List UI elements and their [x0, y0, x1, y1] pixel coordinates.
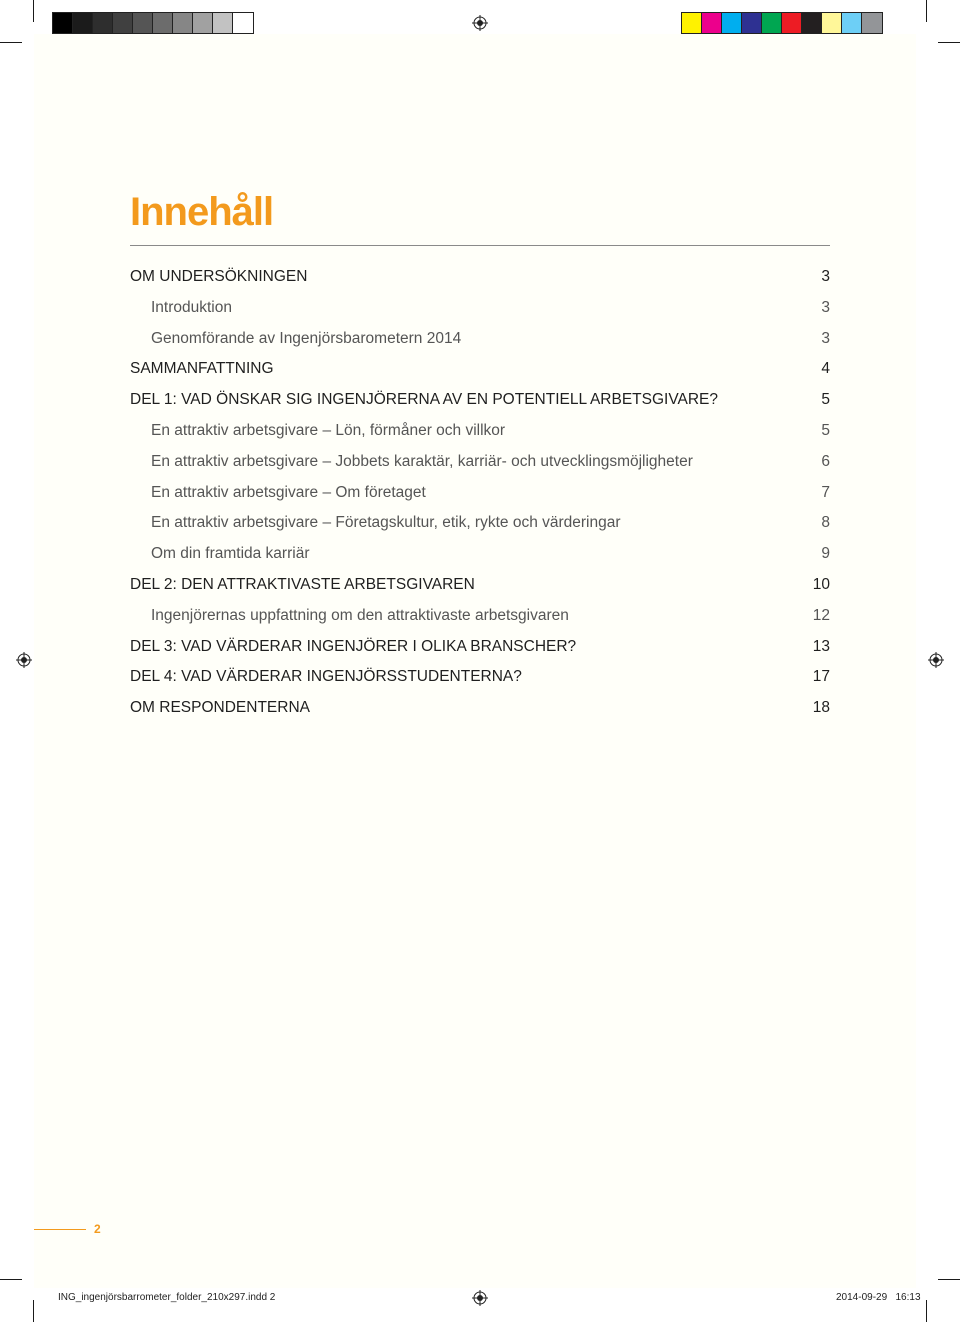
title-divider — [130, 245, 830, 246]
toc-entry-label: DEL 2: DEN ATTRAKTIVASTE ARBETSGIVAREN — [130, 575, 475, 593]
page-number: 2 — [94, 1222, 101, 1236]
color-swatch — [782, 13, 802, 33]
registration-mark-icon — [928, 652, 944, 668]
toc-entry[interactable] — [130, 662, 830, 693]
color-swatch — [742, 13, 762, 33]
toc-entry[interactable] — [130, 262, 830, 293]
crop-mark — [33, 0, 34, 22]
slug-date: 2014-09-29 16:13 — [836, 1292, 921, 1303]
toc-entry-label: En attraktiv arbetsgivare – Jobbets karaktär, karriär- och utvecklingsmöjligheter — [151, 452, 693, 470]
gray-swatch — [173, 13, 193, 33]
toc-entry-page: 12 — [812, 606, 830, 624]
gray-swatch — [233, 13, 253, 33]
toc-entry[interactable] — [130, 324, 830, 355]
table-of-contents — [130, 262, 830, 724]
toc-entry-page: 3 — [821, 329, 830, 347]
crop-mark — [33, 1300, 34, 1322]
toc-entry-page: 7 — [821, 483, 830, 501]
gray-color-bar — [52, 12, 254, 34]
color-swatch — [802, 13, 822, 33]
toc-entry-label: Genomförande av Ingenjörsbarometern 2014 — [151, 329, 462, 347]
color-swatch — [822, 13, 842, 33]
toc-entry[interactable] — [130, 632, 830, 663]
color-swatch — [702, 13, 722, 33]
registration-mark-icon — [472, 1290, 488, 1306]
toc-entry[interactable] — [130, 354, 830, 385]
toc-entry-page: 9 — [821, 545, 830, 563]
page-title: Innehåll — [130, 190, 274, 234]
toc-entry[interactable] — [130, 478, 830, 509]
toc-entry[interactable] — [130, 416, 830, 447]
process-color-bar — [681, 12, 883, 34]
crop-mark — [938, 42, 960, 43]
toc-entry-page: 8 — [821, 514, 830, 532]
toc-entry-label: DEL 1: VAD ÖNSKAR SIG INGENJÖRERNA AV EN POTENTIELL ARBETSGIVARE? — [130, 391, 719, 409]
toc-entry[interactable] — [130, 293, 830, 324]
crop-mark — [926, 0, 927, 22]
toc-entry-page: 4 — [821, 360, 830, 378]
gray-swatch — [133, 13, 153, 33]
toc-entry[interactable] — [130, 693, 830, 724]
toc-entry[interactable] — [130, 385, 830, 416]
toc-entry[interactable] — [130, 508, 830, 539]
toc-entry-page: 6 — [821, 452, 830, 470]
color-swatch — [682, 13, 702, 33]
toc-entry-page: 18 — [812, 699, 830, 717]
gray-swatch — [73, 13, 93, 33]
footer-rule — [34, 1229, 86, 1230]
crop-mark — [926, 1300, 927, 1322]
toc-entry-page: 5 — [821, 421, 830, 439]
registration-mark-icon — [16, 652, 32, 668]
toc-entry-label: DEL 4: VAD VÄRDERAR INGENJÖRSSTUDENTERNA? — [130, 668, 522, 686]
slug-filename: ING_ingenjörsbarrometer_folder_210x297.indd 2 — [58, 1292, 276, 1303]
color-swatch — [842, 13, 862, 33]
crop-mark — [938, 1279, 960, 1280]
gray-swatch — [113, 13, 133, 33]
toc-entry-page: 3 — [821, 268, 830, 285]
toc-entry[interactable] — [130, 570, 830, 601]
toc-entry[interactable] — [130, 539, 830, 570]
toc-entry-label: En attraktiv arbetsgivare – Företagskultur, etik, rykte och värderingar — [151, 514, 621, 532]
crop-mark — [0, 1279, 22, 1280]
toc-entry-label: OM RESPONDENTERNA — [130, 699, 310, 717]
toc-entry[interactable] — [130, 447, 830, 478]
toc-entry-label: Introduktion — [151, 298, 232, 316]
gray-swatch — [153, 13, 173, 33]
toc-entry[interactable] — [130, 601, 830, 632]
gray-swatch — [213, 13, 233, 33]
toc-entry-label: Om din framtida karriär — [151, 545, 310, 563]
toc-entry-label: SAMMANFATTNING — [130, 360, 274, 378]
toc-entry-label: En attraktiv arbetsgivare – Lön, förmåner och villkor — [151, 421, 506, 439]
toc-entry-label: OM UNDERSÖKNINGEN — [130, 268, 308, 285]
registration-mark-icon — [472, 15, 488, 31]
toc-entry-page: 13 — [812, 637, 830, 655]
toc-entry-page: 17 — [812, 668, 830, 686]
toc-entry-label: DEL 3: VAD VÄRDERAR INGENJÖRER I OLIKA BRANSCHER? — [130, 637, 577, 655]
toc-entry-page: 10 — [812, 575, 830, 593]
color-swatch — [722, 13, 742, 33]
color-swatch — [862, 13, 882, 33]
toc-entry-page: 5 — [821, 391, 830, 409]
crop-mark — [0, 42, 22, 43]
gray-swatch — [193, 13, 213, 33]
gray-swatch — [53, 13, 73, 33]
toc-entry-label: Ingenjörernas uppfattning om den attraktivaste arbetsgivaren — [151, 606, 569, 624]
gray-swatch — [93, 13, 113, 33]
color-swatch — [762, 13, 782, 33]
toc-entry-page: 3 — [821, 298, 830, 316]
toc-entry-label: En attraktiv arbetsgivare – Om företaget — [151, 483, 426, 501]
